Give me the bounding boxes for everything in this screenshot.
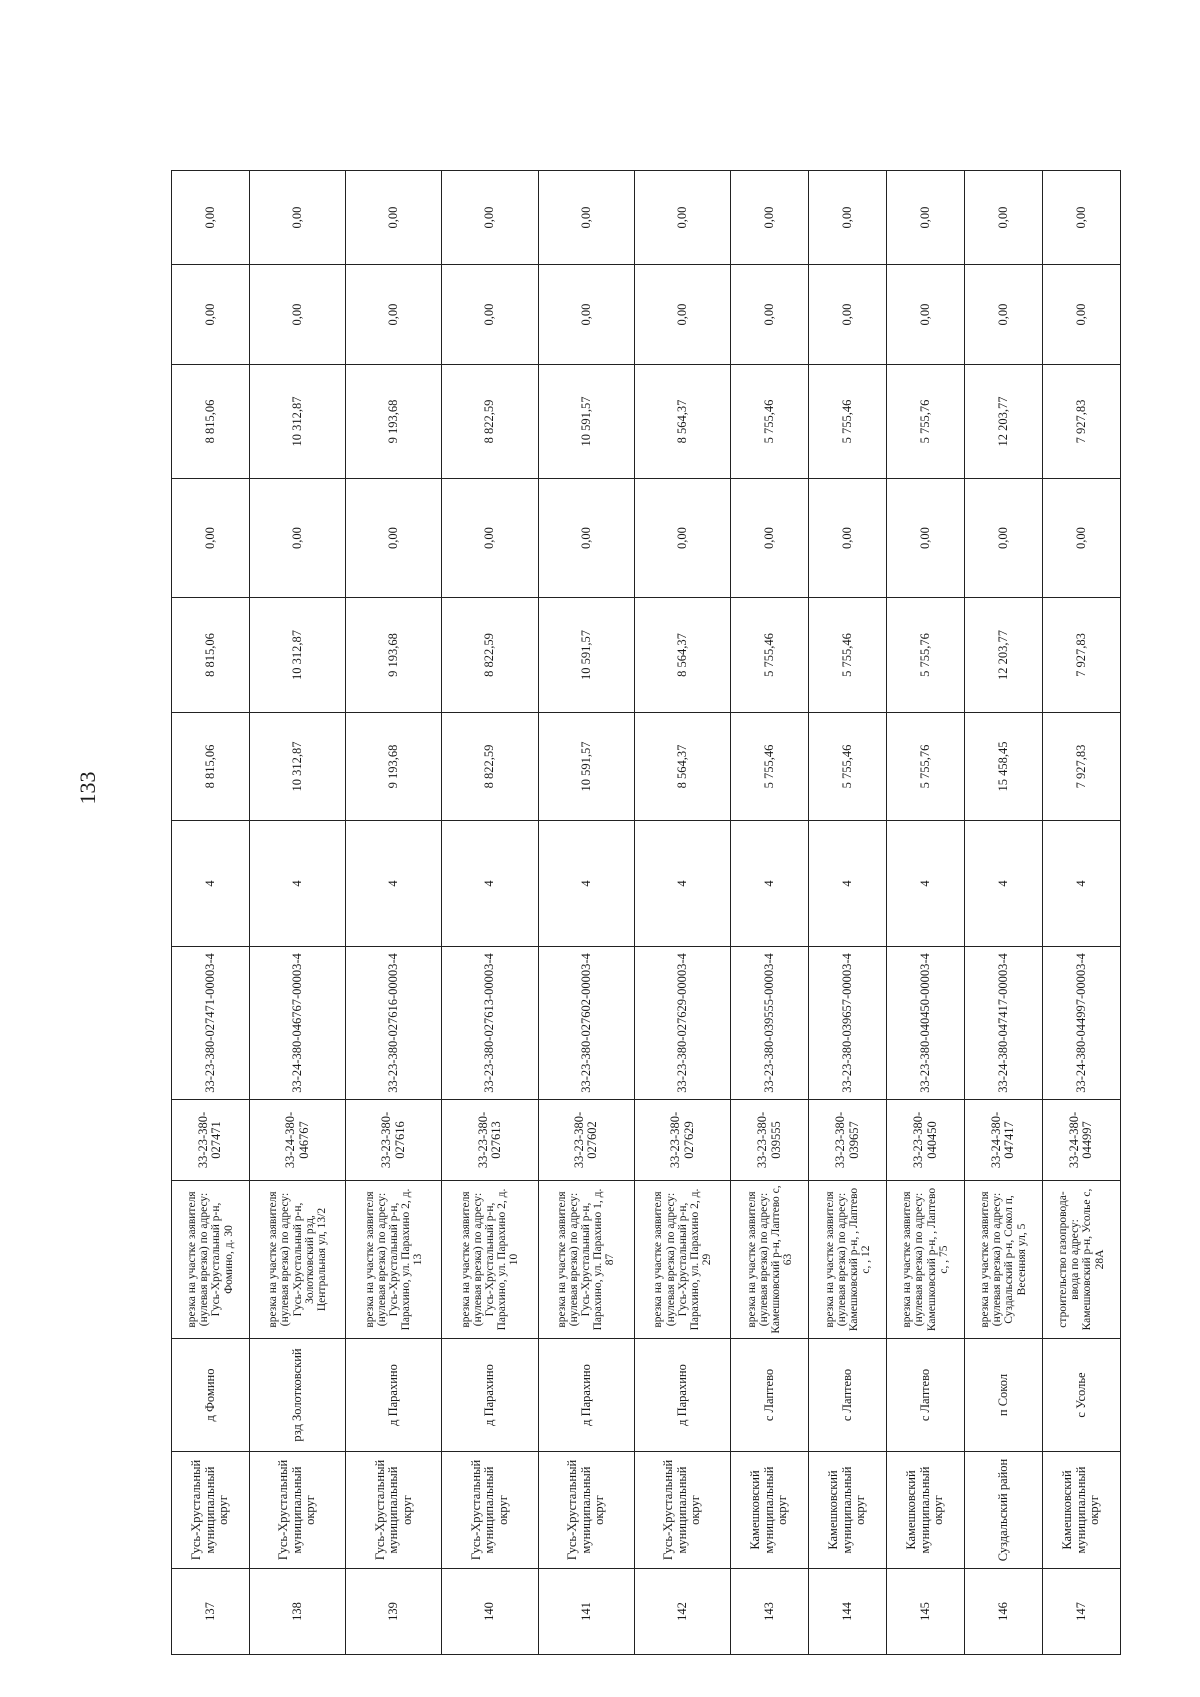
cadastral-number-cell: 33-23-380-027613 <box>442 1100 538 1181</box>
value-1-cell: 7 927,83 <box>1042 713 1120 821</box>
cadastral-number-cell: 33-23-380-039657 <box>809 1100 887 1181</box>
value-3-cell: 0,00 <box>442 479 538 598</box>
group-cell: 4 <box>731 821 809 947</box>
table-body <box>172 171 1121 1655</box>
value-4-cell: 7 927,83 <box>1042 365 1120 479</box>
value-2-cell: 10 312,87 <box>249 598 345 713</box>
table-row <box>809 171 887 1655</box>
description-cell: врезка на участке заявителя (нулевая врезка) по адресу: Гусь-Хрустальный р-н, Фомино, д. 30 <box>172 1181 250 1339</box>
district-cell: Гусь-Хрустальный муниципальный округ <box>538 1452 634 1569</box>
value-4-cell: 12 203,77 <box>965 365 1043 479</box>
group-cell: 4 <box>809 821 887 947</box>
district-cell: Камешковский муниципальный округ <box>1042 1452 1120 1569</box>
table-row <box>965 171 1043 1655</box>
value-6-cell: 0,00 <box>887 171 965 265</box>
description-cell: врезка на участке заявителя (нулевая врезка) по адресу: Камешковский р-н, Лаптево с, 63 <box>731 1181 809 1339</box>
value-6-cell: 0,00 <box>442 171 538 265</box>
cadastral-number-cell: 33-23-380-027602 <box>538 1100 634 1181</box>
settlement-cell: с Усолье <box>1042 1339 1120 1452</box>
value-3-cell: 0,00 <box>538 479 634 598</box>
row-number: 137 <box>172 1569 250 1655</box>
contract-number-cell: 33-24-380-046767-00003-4 <box>249 947 345 1100</box>
settlement-cell: с Лаптево <box>887 1339 965 1452</box>
value-2-cell: 8 815,06 <box>172 598 250 713</box>
value-5-cell: 0,00 <box>172 265 250 365</box>
value-3-cell: 0,00 <box>731 479 809 598</box>
contract-number-cell: 33-23-380-040450-00003-4 <box>887 947 965 1100</box>
group-cell: 4 <box>634 821 730 947</box>
value-3-cell: 0,00 <box>346 479 442 598</box>
settlement-cell: с Лаптево <box>809 1339 887 1452</box>
value-5-cell: 0,00 <box>1042 265 1120 365</box>
settlement-cell: д Парахино <box>634 1339 730 1452</box>
group-cell: 4 <box>249 821 345 947</box>
value-5-cell: 0,00 <box>965 265 1043 365</box>
cadastral-number-cell: 33-23-380-027616 <box>346 1100 442 1181</box>
value-6-cell: 0,00 <box>172 171 250 265</box>
value-2-cell: 8 822,59 <box>442 598 538 713</box>
page-number: 133 <box>75 771 100 805</box>
group-cell: 4 <box>887 821 965 947</box>
row-number: 139 <box>346 1569 442 1655</box>
table-row <box>538 171 634 1655</box>
district-cell: Суздальский район <box>965 1452 1043 1569</box>
row-number: 143 <box>731 1569 809 1655</box>
value-6-cell: 0,00 <box>634 171 730 265</box>
contract-number-cell: 33-23-380-027616-00003-4 <box>346 947 442 1100</box>
row-number: 138 <box>249 1569 345 1655</box>
value-5-cell: 0,00 <box>442 265 538 365</box>
group-cell: 4 <box>346 821 442 947</box>
row-number: 147 <box>1042 1569 1120 1655</box>
value-1-cell: 5 755,76 <box>887 713 965 821</box>
value-5-cell: 0,00 <box>809 265 887 365</box>
settlement-cell: рзд Золотковский <box>249 1339 345 1452</box>
table-row <box>172 171 250 1655</box>
row-number: 146 <box>965 1569 1043 1655</box>
value-3-cell: 0,00 <box>634 479 730 598</box>
district-cell: Камешковский муниципальный округ <box>731 1452 809 1569</box>
value-3-cell: 0,00 <box>965 479 1043 598</box>
district-cell: Гусь-Хрустальный муниципальный округ <box>249 1452 345 1569</box>
value-6-cell: 0,00 <box>965 171 1043 265</box>
value-3-cell: 0,00 <box>172 479 250 598</box>
value-5-cell: 0,00 <box>887 265 965 365</box>
table-row <box>887 171 965 1655</box>
value-4-cell: 10 312,87 <box>249 365 345 479</box>
value-1-cell: 10 591,57 <box>538 713 634 821</box>
value-3-cell: 0,00 <box>809 479 887 598</box>
district-cell: Гусь-Хрустальный муниципальный округ <box>346 1452 442 1569</box>
value-5-cell: 0,00 <box>346 265 442 365</box>
contract-number-cell: 33-24-380-044997-00003-4 <box>1042 947 1120 1100</box>
data-table <box>171 170 1121 1655</box>
value-2-cell: 10 591,57 <box>538 598 634 713</box>
value-1-cell: 5 755,46 <box>731 713 809 821</box>
value-4-cell: 8 822,59 <box>442 365 538 479</box>
value-6-cell: 0,00 <box>346 171 442 265</box>
value-2-cell: 12 203,77 <box>965 598 1043 713</box>
value-6-cell: 0,00 <box>809 171 887 265</box>
value-1-cell: 8 815,06 <box>172 713 250 821</box>
settlement-cell: д Парахино <box>346 1339 442 1452</box>
row-number: 140 <box>442 1569 538 1655</box>
value-6-cell: 0,00 <box>249 171 345 265</box>
value-2-cell: 8 564,37 <box>634 598 730 713</box>
value-1-cell: 8 564,37 <box>634 713 730 821</box>
value-3-cell: 0,00 <box>1042 479 1120 598</box>
value-3-cell: 0,00 <box>249 479 345 598</box>
table-row <box>731 171 809 1655</box>
group-cell: 4 <box>965 821 1043 947</box>
value-5-cell: 0,00 <box>538 265 634 365</box>
value-5-cell: 0,00 <box>634 265 730 365</box>
description-cell: врезка на участке заявителя (нулевая врезка) по адресу: Гусь-Хрустальный р-н, Парахино, ул. Парахино 2, д. 29 <box>634 1181 730 1339</box>
district-cell: Гусь-Хрустальный муниципальный округ <box>442 1452 538 1569</box>
settlement-cell: д Фомино <box>172 1339 250 1452</box>
description-cell: врезка на участке заявителя (нулевая врезка) по адресу: Камешковский р-н, , Лаптево с, , 12 <box>809 1181 887 1339</box>
district-cell: Гусь-Хрустальный муниципальный округ <box>634 1452 730 1569</box>
contract-number-cell: 33-24-380-047417-00003-4 <box>965 947 1043 1100</box>
row-number: 142 <box>634 1569 730 1655</box>
cadastral-number-cell: 33-23-380-039555 <box>731 1100 809 1181</box>
value-2-cell: 9 193,68 <box>346 598 442 713</box>
group-cell: 4 <box>172 821 250 947</box>
value-4-cell: 5 755,46 <box>731 365 809 479</box>
value-4-cell: 8 815,06 <box>172 365 250 479</box>
value-6-cell: 0,00 <box>731 171 809 265</box>
group-cell: 4 <box>538 821 634 947</box>
value-1-cell: 5 755,46 <box>809 713 887 821</box>
cadastral-number-cell: 33-23-380-040450 <box>887 1100 965 1181</box>
contract-number-cell: 33-23-380-027613-00003-4 <box>442 947 538 1100</box>
value-4-cell: 8 564,37 <box>634 365 730 479</box>
description-cell: врезка на участке заявителя (нулевая врезка) по адресу: Гусь-Хрустальный р-н, Парахино, ул. Парахино 2, д. 10 <box>442 1181 538 1339</box>
description-cell: строительство газопровода-ввода по адресу: Камешковский р-н, Усолье с, 28А <box>1042 1181 1120 1339</box>
settlement-cell: д Парахино <box>538 1339 634 1452</box>
table-row <box>1042 171 1120 1655</box>
settlement-cell: п Сокол <box>965 1339 1043 1452</box>
value-4-cell: 9 193,68 <box>346 365 442 479</box>
value-4-cell: 5 755,46 <box>809 365 887 479</box>
row-number: 144 <box>809 1569 887 1655</box>
value-6-cell: 0,00 <box>1042 171 1120 265</box>
value-2-cell: 5 755,46 <box>809 598 887 713</box>
cadastral-number-cell: 33-24-380-044997 <box>1042 1100 1120 1181</box>
district-cell: Камешковский муниципальный округ <box>887 1452 965 1569</box>
settlement-cell: д Парахино <box>442 1339 538 1452</box>
rotated-table-wrapper <box>171 171 1121 1655</box>
description-cell: врезка на участке заявителя (нулевая врезка) по адресу: Гусь-Хрустальный р-н, Золотковский рзд, Центральная ул, 13/2 <box>249 1181 345 1339</box>
table-row <box>634 171 730 1655</box>
value-3-cell: 0,00 <box>887 479 965 598</box>
value-1-cell: 9 193,68 <box>346 713 442 821</box>
value-5-cell: 0,00 <box>731 265 809 365</box>
row-number: 141 <box>538 1569 634 1655</box>
value-1-cell: 10 312,87 <box>249 713 345 821</box>
description-cell: врезка на участке заявителя (нулевая врезка) по адресу: Гусь-Хрустальный р-н, Парахино, ул. Парахино 1, д. 87 <box>538 1181 634 1339</box>
district-cell: Камешковский муниципальный округ <box>809 1452 887 1569</box>
contract-number-cell: 33-23-380-039657-00003-4 <box>809 947 887 1100</box>
contract-number-cell: 33-23-380-027629-00003-4 <box>634 947 730 1100</box>
value-5-cell: 0,00 <box>249 265 345 365</box>
group-cell: 4 <box>442 821 538 947</box>
cadastral-number-cell: 33-24-380-047417 <box>965 1100 1043 1181</box>
value-2-cell: 5 755,46 <box>731 598 809 713</box>
value-2-cell: 7 927,83 <box>1042 598 1120 713</box>
value-1-cell: 8 822,59 <box>442 713 538 821</box>
group-cell: 4 <box>1042 821 1120 947</box>
value-6-cell: 0,00 <box>538 171 634 265</box>
description-cell: врезка на участке заявителя (нулевая врезка) по адресу: Суздальский р-н, Сокол п, Весенняя ул, 5 <box>965 1181 1043 1339</box>
table-row <box>249 171 345 1655</box>
contract-number-cell: 33-23-380-027471-00003-4 <box>172 947 250 1100</box>
value-4-cell: 5 755,76 <box>887 365 965 479</box>
row-number: 145 <box>887 1569 965 1655</box>
value-4-cell: 10 591,57 <box>538 365 634 479</box>
table-row <box>346 171 442 1655</box>
description-cell: врезка на участке заявителя (нулевая врезка) по адресу: Гусь-Хрустальный р-н, Парахино, ул. Парахино 2, д. 13 <box>346 1181 442 1339</box>
value-1-cell: 15 458,45 <box>965 713 1043 821</box>
settlement-cell: с Лаптево <box>731 1339 809 1452</box>
description-cell: врезка на участке заявителя (нулевая врезка) по адресу: Камешковский р-н, , Лаптево с, , 75 <box>887 1181 965 1339</box>
table-row <box>442 171 538 1655</box>
value-2-cell: 5 755,76 <box>887 598 965 713</box>
cadastral-number-cell: 33-23-380-027471 <box>172 1100 250 1181</box>
contract-number-cell: 33-23-380-027602-00003-4 <box>538 947 634 1100</box>
contract-number-cell: 33-23-380-039555-00003-4 <box>731 947 809 1100</box>
district-cell: Гусь-Хрустальный муниципальный округ <box>172 1452 250 1569</box>
cadastral-number-cell: 33-24-380-046767 <box>249 1100 345 1181</box>
cadastral-number-cell: 33-23-380-027629 <box>634 1100 730 1181</box>
